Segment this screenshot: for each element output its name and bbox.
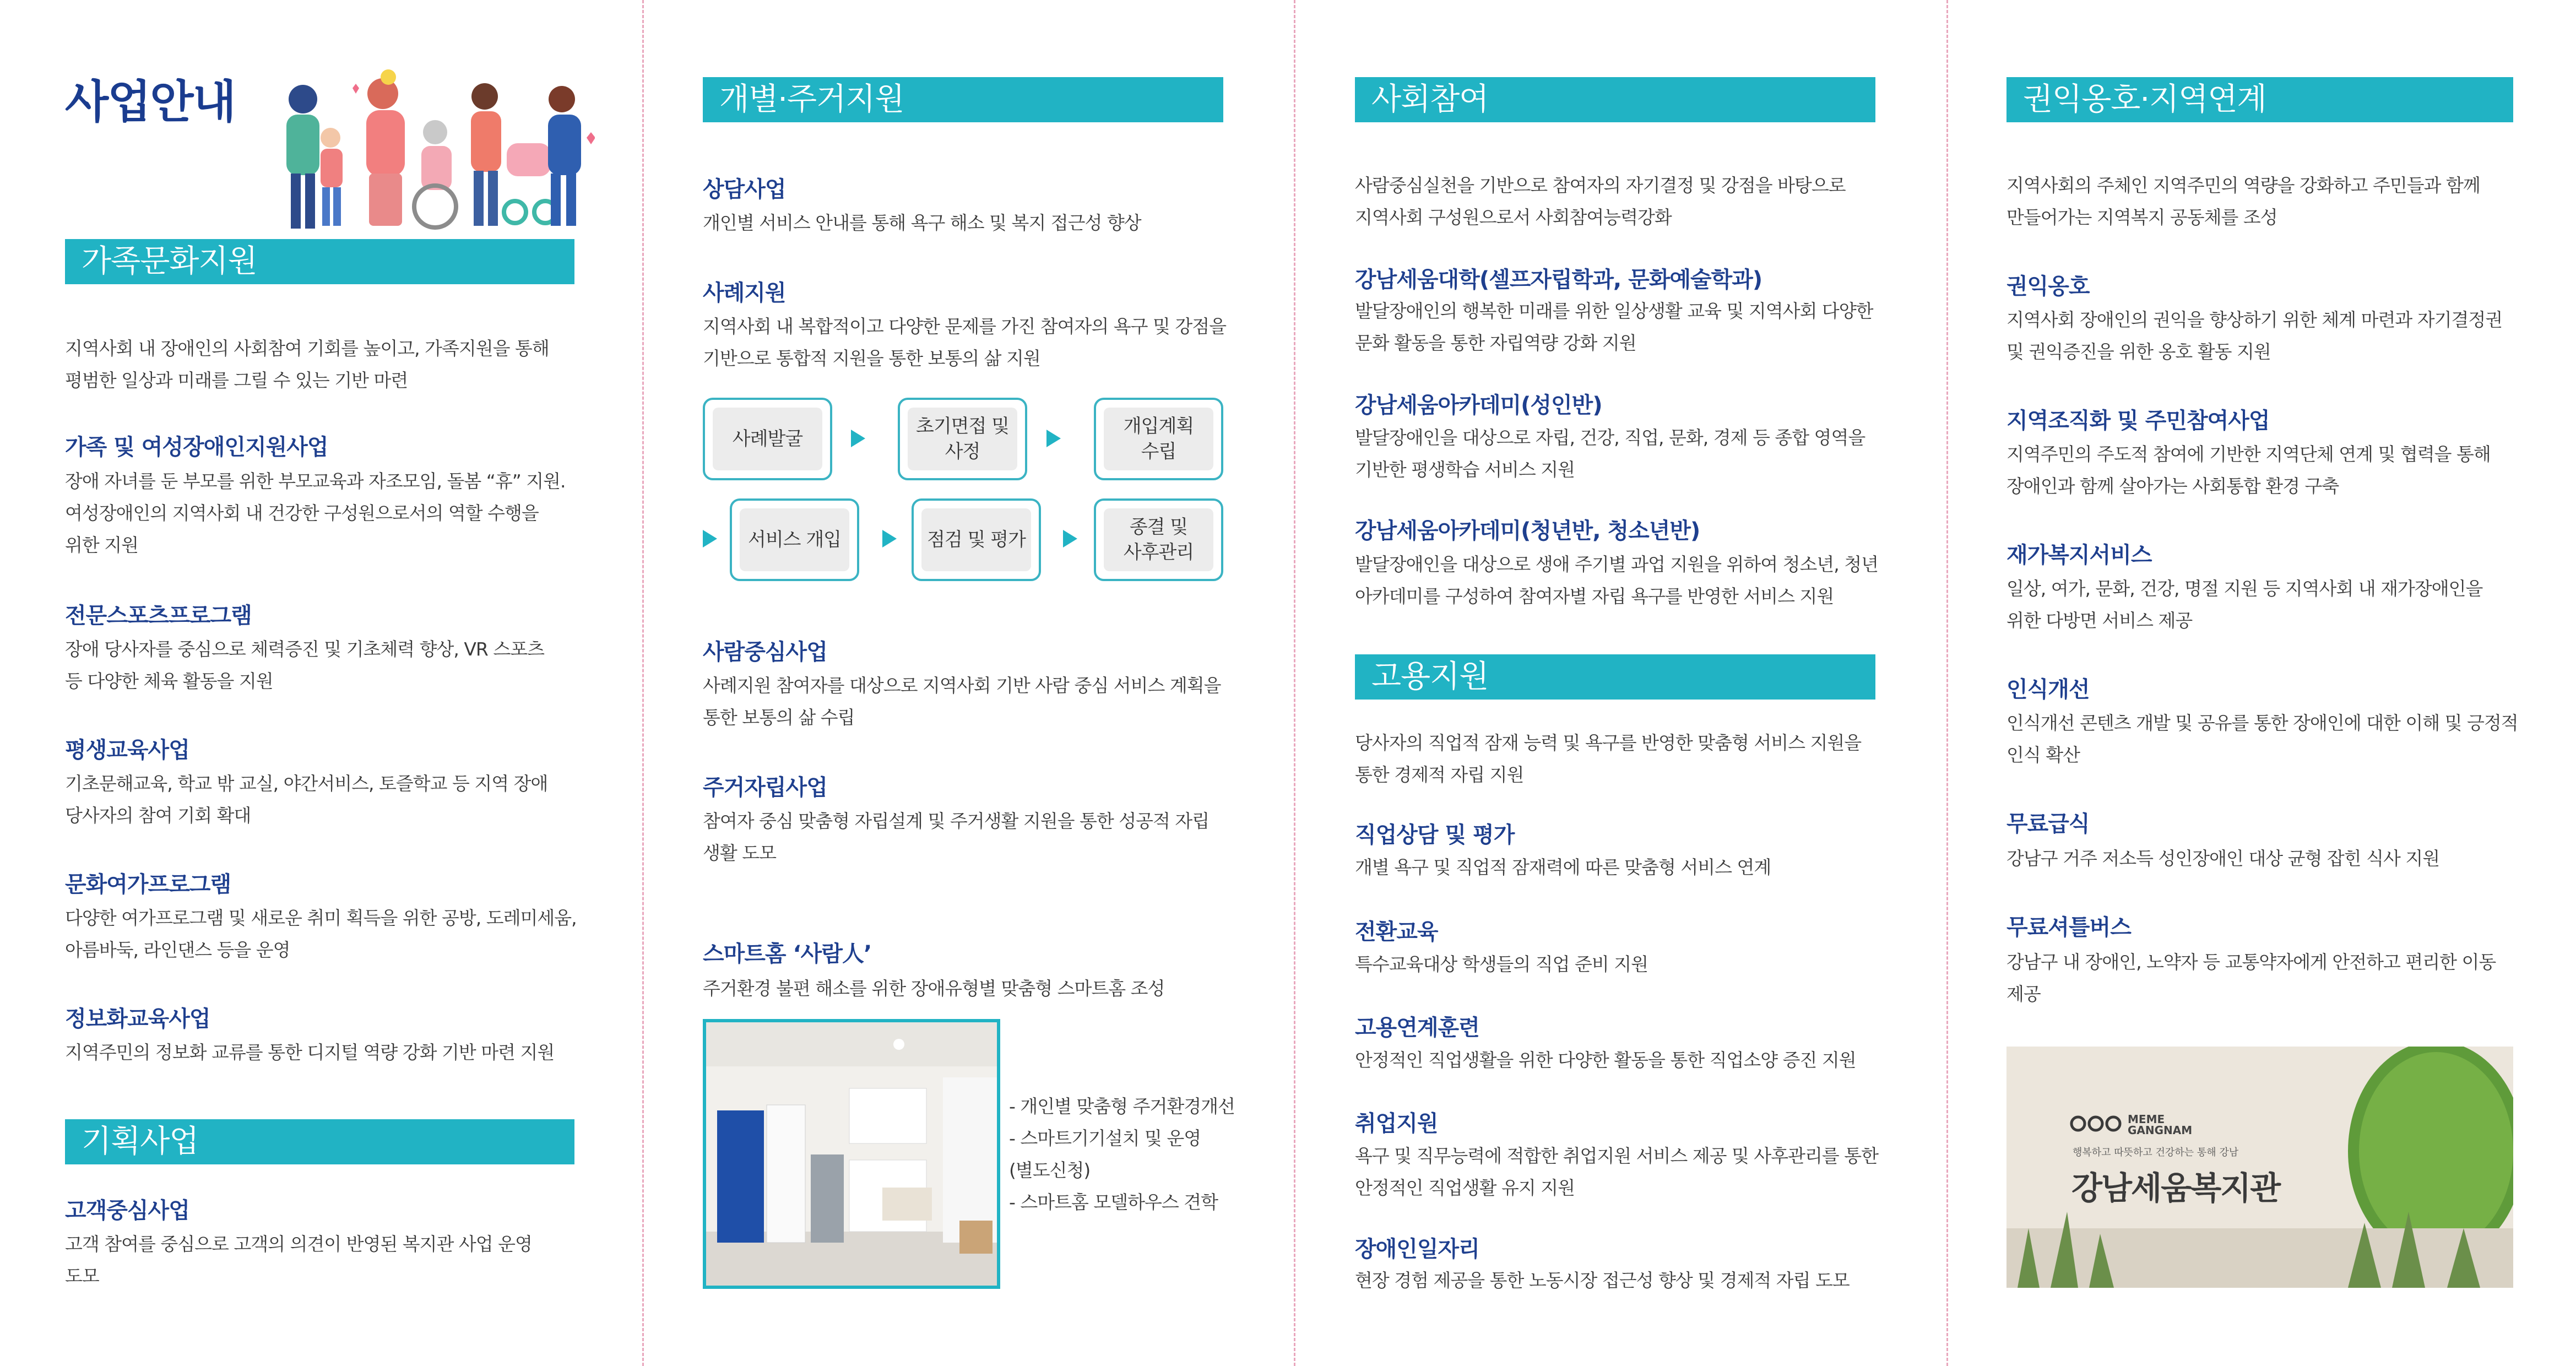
section-banner-employment: 고용지원 — [1355, 654, 1875, 700]
item-title: 스마트홈 ‘사람人’ — [703, 941, 872, 967]
item-desc: 안정적인 직업생활을 위한 다양한 활동을 통한 직업소양 증진 지원 — [1355, 1049, 1856, 1071]
flow-step-label: 점검 및 평가 — [921, 508, 1031, 571]
item-title: 직업상담 및 평가 — [1355, 822, 1515, 848]
item-desc: 고객 참여를 중심으로 고객의 의견이 반영된 복지관 사업 운영 도모 — [65, 1233, 532, 1287]
flow-arrow-icon — [1046, 430, 1061, 447]
item-title: 가족 및 여성장애인지원사업 — [65, 435, 328, 460]
flow-step-label: 종결 및 사후관리 — [1104, 508, 1213, 571]
item-title: 문화여가프로그램 — [65, 872, 231, 897]
item-title: 주거자립사업 — [703, 775, 827, 800]
page-title: 사업안내 — [65, 76, 235, 128]
section-banner-advocacy: 권익옹호·지역연계 — [2006, 77, 2513, 122]
item-desc: 강남구 내 장애인, 노약자 등 교통약자에게 안전하고 편리한 이동 제공 — [2006, 951, 2496, 1005]
flow-arrow-icon — [1063, 530, 1077, 548]
flow-step-label: 초기면접 및 사정 — [908, 408, 1017, 470]
section-intro: 당사자의 직업적 잠재 능력 및 욕구를 반영한 맞춤형 서비스 지원을 통한 경제적 자립 지원 — [1355, 732, 1862, 785]
family-illustration — [270, 66, 595, 237]
item-title: 권익옹호 — [2006, 274, 2090, 299]
panel-divider — [1294, 0, 1295, 1366]
flow-step-label: 개입계획 수립 — [1104, 408, 1213, 470]
item-title: 강남세움아카데미(청년반, 청소년반) — [1355, 518, 1700, 544]
flow-arrow-icon — [851, 430, 865, 447]
item-title: 무료급식 — [2006, 811, 2090, 837]
flow-step-label: 사례발굴 — [713, 408, 822, 470]
item-title: 전환교육 — [1355, 919, 1438, 945]
flow-step — [703, 398, 832, 480]
item-title: 장애인일자리 — [1355, 1237, 1479, 1262]
item-desc: 일상, 여가, 문화, 건강, 명절 지원 등 지역사회 내 재가장애인을 위한 다방면 서비스 제공 — [2006, 578, 2483, 631]
item-desc: 참여자 중심 맞춤형 자립설계 및 주거생활 지원을 통한 성공적 자립 생활 도모 — [703, 810, 1210, 864]
photo-slogan: 행복하고 따뜻하고 건강하는 통해 강남 — [2073, 1147, 2239, 1158]
item-title: 고용연계훈련 — [1355, 1015, 1479, 1040]
item-title: 취업지원 — [1355, 1111, 1438, 1136]
item-title: 사람중심사업 — [703, 639, 827, 665]
photo-logo: MEME GANGNAM — [2128, 1113, 2193, 1137]
item-title: 전문스포츠프로그램 — [65, 603, 252, 628]
item-desc: 장애 당사자를 중심으로 체력증진 및 기초체력 향상, VR 스포츠 등 다양한 체육 활동을 지원 — [65, 638, 544, 692]
item-desc: 현장 경험 제공을 통한 노동시장 접근성 향상 및 경제적 자립 도모 — [1355, 1270, 1850, 1291]
item-title: 지역조직화 및 주민참여사업 — [2006, 408, 2270, 433]
item-desc: 특수교육대상 학생들의 직업 준비 지원 — [1355, 953, 1648, 975]
item-desc: 발달장애인의 행복한 미래를 위한 일상생활 교육 및 지역사회 다양한 문화 활동을 통한 자립역량 강화 지원 — [1355, 300, 1873, 354]
item-desc: 지역주민의 정보화 교류를 통한 디지털 역량 강화 기반 마련 지원 — [65, 1042, 555, 1063]
item-title: 무료셔틀버스 — [2006, 915, 2131, 940]
item-title: 사례지원 — [703, 280, 786, 306]
section-intro: 지역사회의 주체인 지역주민의 역량을 강화하고 주민들과 함께 만들어가는 지역복지 공동체를 조성 — [2006, 175, 2480, 228]
panel-divider — [642, 0, 644, 1366]
item-title: 인식개선 — [2006, 677, 2090, 702]
item-desc: 인식개선 콘텐츠 개발 및 공유를 통한 장애인에 대한 이해 및 긍정적 인식 확산 — [2006, 712, 2518, 766]
smart-home-bullets: - 개인별 맞춤형 주거환경개선 - 스마트기기설치 및 운영 (별도신청) - 스마트홈 모델하우스 견학 — [1009, 1096, 1235, 1213]
item-desc: 개인별 서비스 안내를 통해 욕구 해소 및 복지 접근성 향상 — [703, 212, 1141, 234]
item-title: 상담사업 — [703, 177, 786, 202]
section-banner-individual: 개별·주거지원 — [703, 77, 1223, 122]
item-title: 정보화교육사업 — [65, 1006, 210, 1032]
flow-step — [1094, 498, 1223, 581]
item-desc: 사례지원 참여자를 대상으로 지역사회 기반 사람 중심 서비스 계획을 통한 보통의 삶 수립 — [703, 675, 1221, 728]
item-desc: 지역주민의 주도적 참여에 기반한 지역단체 연계 및 협력을 통해 장애인과 함께 살아가는 사회통합 환경 구축 — [2006, 443, 2491, 497]
item-desc: 강남구 거주 저소득 성인장애인 대상 균형 잡힌 식사 지원 — [2006, 848, 2440, 869]
item-title: 재가복지서비스 — [2006, 543, 2152, 568]
flow-step — [730, 498, 859, 581]
item-desc: 욕구 및 직무능력에 적합한 취업지원 서비스 제공 및 사후관리를 통한 안정적인 직업생활 유지 지원 — [1355, 1145, 1878, 1199]
item-desc: 주거환경 불편 해소를 위한 장애유형별 맞춤형 스마트홈 조성 — [703, 978, 1165, 999]
item-desc: 개별 욕구 및 직업적 잠재력에 따른 맞춤형 서비스 연계 — [1355, 857, 1771, 878]
flow-step — [898, 398, 1027, 480]
item-desc: 다양한 여가프로그램 및 새로운 취미 획득을 위한 공방, 도레미세움, 아름바둑, 라인댄스 등을 운영 — [65, 907, 577, 961]
item-title: 강남세움아카데미(성인반) — [1355, 393, 1602, 418]
item-desc: 장애 자녀를 둔 부모를 위한 부모교육과 자조모임, 돌봄 “휴” 지원. 여성장애인의 지역사회 내 건강한 구성원으로서의 역할 수행을 위한 지원 — [65, 470, 566, 556]
item-title: 평생교육사업 — [65, 738, 189, 763]
panel-divider — [1946, 0, 1948, 1366]
photo-sign: 강남세움복지관 — [2071, 1169, 2280, 1207]
section-intro: 지역사회 내 장애인의 사회참여 기회를 높이고, 가족지원을 통해 평범한 일상과 미래를 그릴 수 있는 기반 마련 — [65, 338, 549, 391]
flow-arrow-icon — [882, 530, 897, 548]
section-banner-social: 사회참여 — [1355, 77, 1875, 122]
item-desc: 발달장애인을 대상으로 생애 주기별 과업 지원을 위하여 청소년, 청년 아카데미를 구성하여 참여자별 자립 욕구를 반영한 서비스 지원 — [1355, 554, 1878, 607]
item-desc: 기초문해교육, 학교 밖 교실, 야간서비스, 토즐학교 등 지역 장애 당사자의 참여 기회 확대 — [65, 773, 548, 826]
item-desc: 지역사회 내 복합적이고 다양한 문제를 가진 참여자의 욕구 및 강점을 기반으로 통합적 지원을 통한 보통의 삶 지원 — [703, 316, 1226, 369]
flow-step-label: 서비스 개입 — [740, 508, 849, 571]
welfare-center-photo — [2006, 1047, 2513, 1288]
item-desc: 지역사회 장애인의 권익을 향상하기 위한 체계 마련과 자기결정권 및 권익증진을 위한 옹호 활동 지원 — [2006, 309, 2503, 362]
item-title: 고객중심사업 — [65, 1198, 189, 1223]
flow-arrow-icon — [703, 530, 717, 548]
flow-step — [1094, 398, 1223, 480]
section-banner-family: 가족문화지원 — [65, 239, 574, 284]
flow-step — [912, 498, 1041, 581]
smart-home-photo — [703, 1019, 1000, 1289]
section-banner-planning: 기획사업 — [65, 1119, 574, 1164]
section-intro: 사람중심실천을 기반으로 참여자의 자기결정 및 강점을 바탕으로 지역사회 구성원으로서 사회참여능력강화 — [1355, 175, 1846, 228]
item-desc: 발달장애인을 대상으로 자립, 건강, 직업, 문화, 경제 등 종합 영역을 기반한 평생학습 서비스 지원 — [1355, 427, 1865, 480]
item-title: 강남세움대학(셀프자립학과, 문화예술학과) — [1355, 267, 1762, 292]
